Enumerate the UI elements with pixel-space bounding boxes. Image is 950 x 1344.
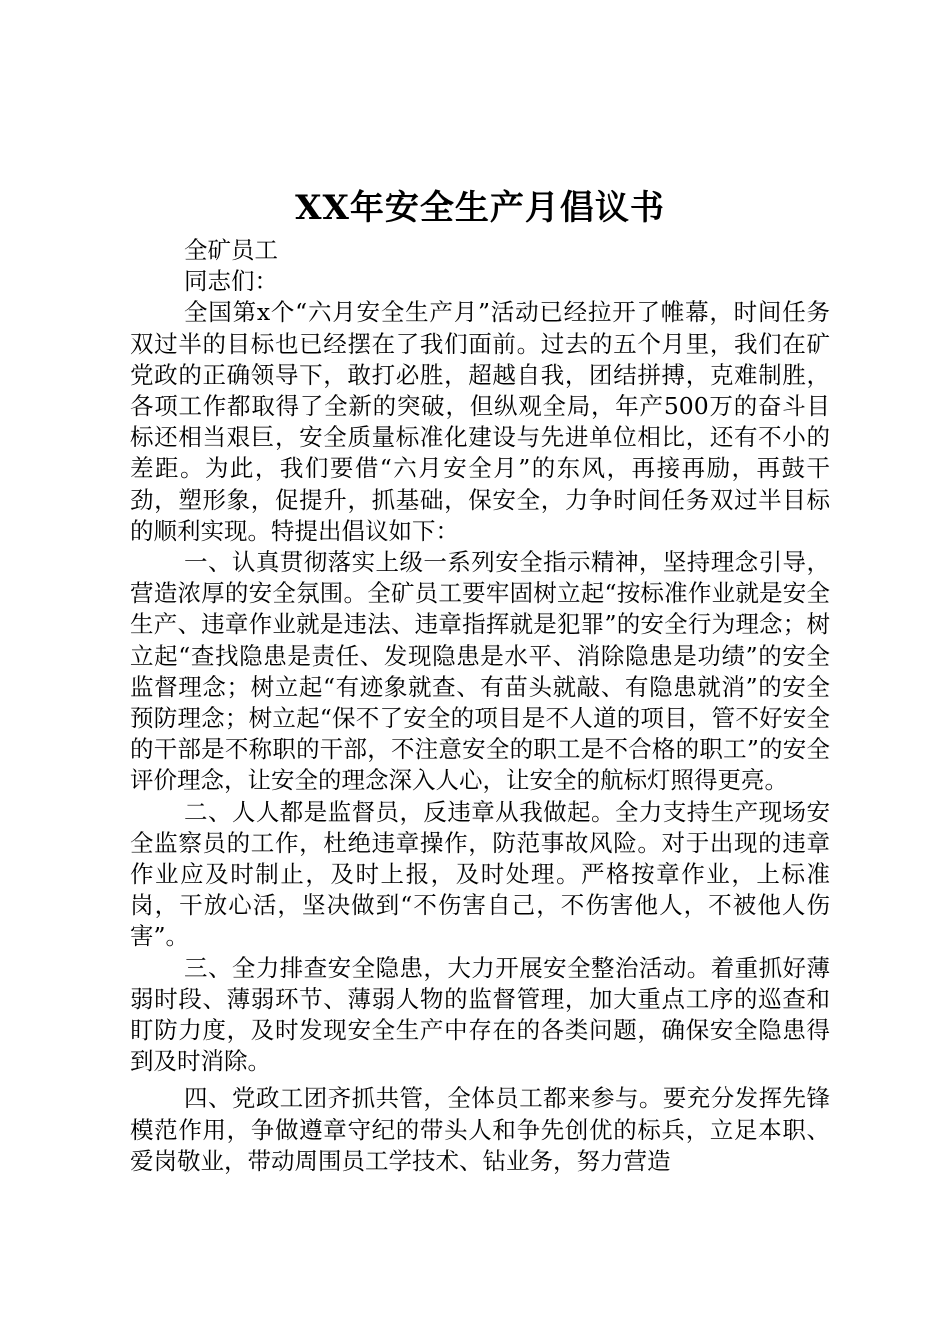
document-title: XX年安全生产月倡议书 (295, 188, 665, 228)
paragraph-item-4: 四、党政工团齐抓共管，全体员工都来参与。要充分发挥先锋模范作用，争做遵章守纪的带头人和争先创优的标兵，立足本职、爱岗敬业，带动周围员工学技术、钻业务，努力营造 (130, 1084, 830, 1175)
paragraph-item-3: 三、全力排查安全隐患，大力开展安全整治活动。着重抓好薄弱时段、薄弱环节、薄弱人物的监督管理，加大重点工序的巡查和盯防力度，及时发现安全生产中存在的各类问题，确保安全隐患得到及时消除。 (130, 953, 830, 1076)
document-page (130, 185, 830, 1177)
salutation-recipients: 全矿员工 (184, 236, 278, 264)
salutation-greeting: 同志们： (184, 267, 278, 296)
paragraph-item-2: 二、人人都是监督员，反违章从我做起。全力支持生产现场安全监察员的工作，杜绝违章操作，防范事故风险。对于出现的违章作业应及时制止，及时上报，及时处理。严格按章作业，上标准岗，干放心活，坚决做到“不伤害自己，不伤害他人，不被他人伤害”。 (130, 797, 830, 951)
paragraph-intro: 全国第x个“六月安全生产月”活动已经拉开了帷幕，时间任务双过半的目标也已经摆在了我们面前。过去的五个月里，我们在矿党政的正确领导下，敢打必胜，超越自我，团结拼搏，克难制胜，各项工作都取得了全新的突破，但纵观全局，年产500万的奋斗目标还相当艰巨，安全质量标准化建设与先进单位相比，还有不小的差距。为此，我们要借“六月安全月”的东风，再接再励，再鼓干劲，塑形象，促提升，抓基础，保安全，力争时间任务双过半目标的顺利实现。特提出倡议如下： (130, 298, 830, 545)
paragraph-item-1: 一、认真贯彻落实上级一系列安全指示精神，坚持理念引导，营造浓厚的安全氛围。全矿员工要牢固树立起“按标准作业就是安全生产、违章作业就是违法、违章指挥就是犯罪”的安全行为理念；树立起“查找隐患是责任、发现隐患是水平、消除隐患是功绩”的安全监督理念；树立起“有迹象就查、有苗头就敲、有隐患就消”的安全预防理念；树立起“保不了安全的项目是不人道的项目，管不好安全的干部是不称职的干部，不注意安全的职工是不合格的职工”的安全评价理念，让安全的理念深入人心，让安全的航标灯照得更亮。 (130, 548, 830, 795)
